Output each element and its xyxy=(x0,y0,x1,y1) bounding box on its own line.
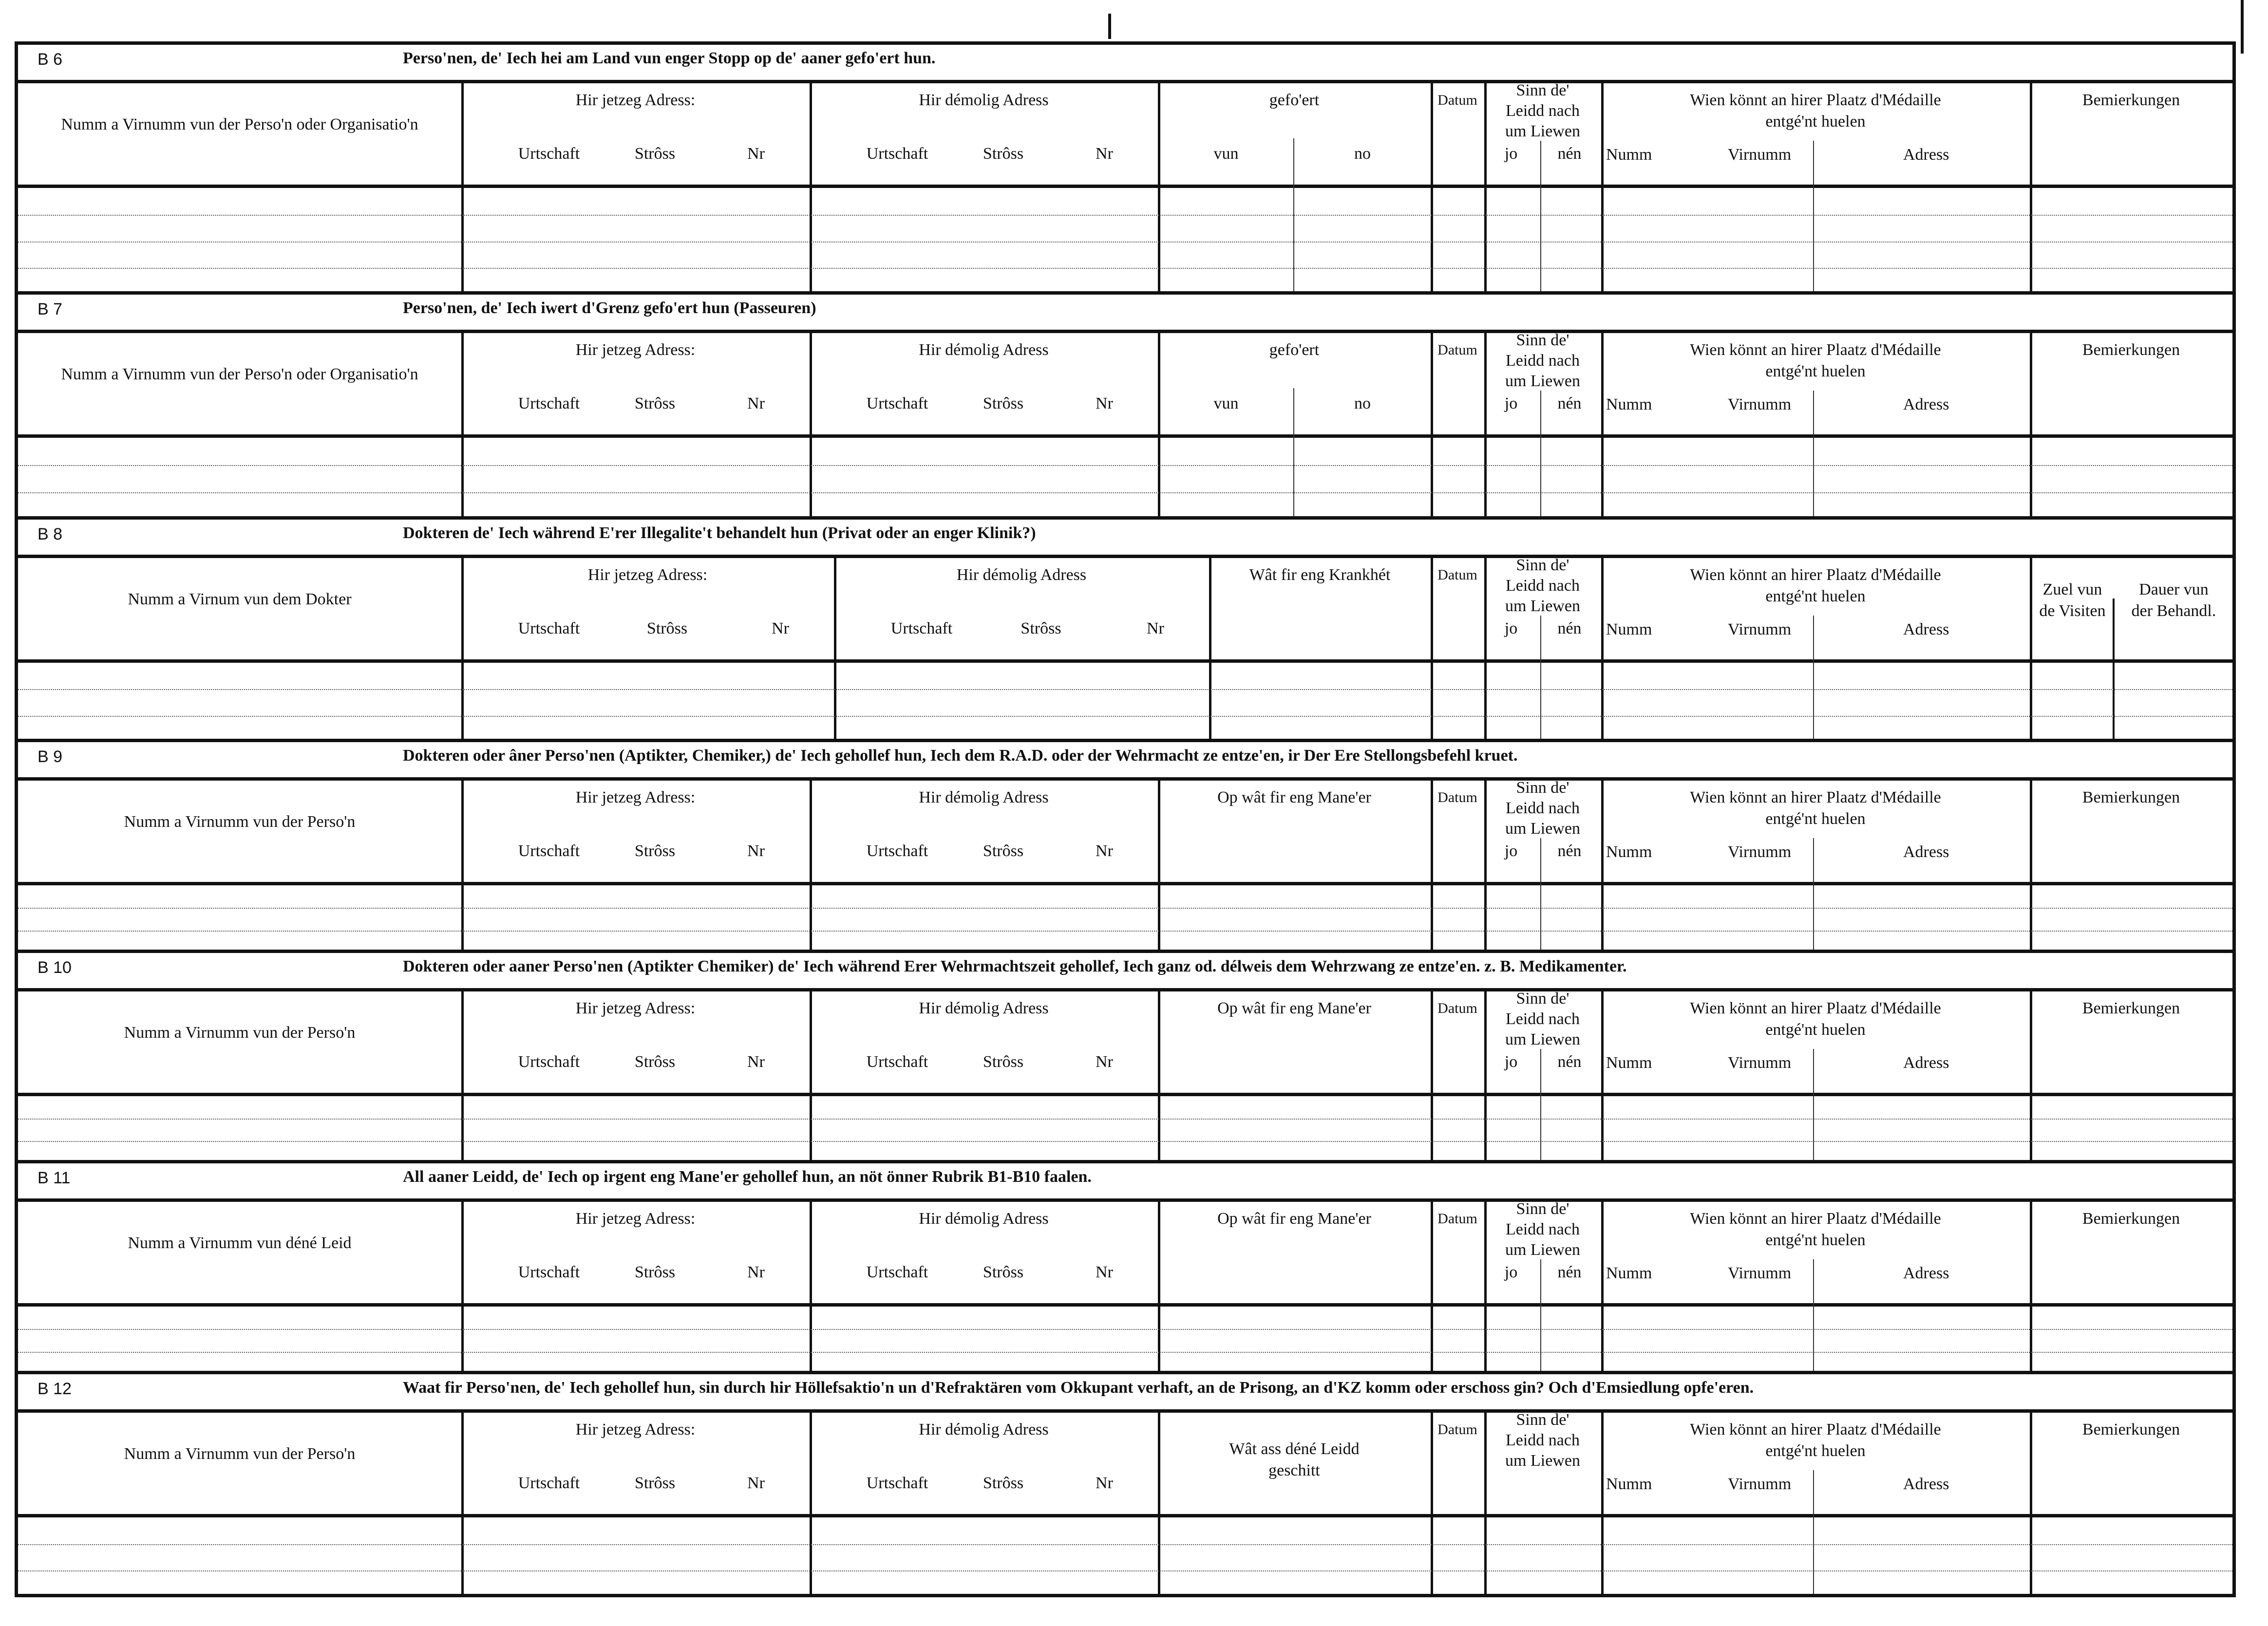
number-header: Nr xyxy=(1096,842,1113,860)
section-header xyxy=(18,1163,2232,1202)
name-column-header: Numm a Virnumm vun déné Leid xyxy=(128,1234,352,1252)
section-bottom-border xyxy=(18,516,2232,520)
street-header: Strôss xyxy=(634,842,676,860)
duration-header-2: der Behandl. xyxy=(2131,602,2216,620)
section-bottom-border xyxy=(18,1371,2232,1374)
medal-address-header: Adress xyxy=(1903,620,1949,638)
section-code: B 11 xyxy=(38,1169,71,1187)
section-header xyxy=(18,953,2232,991)
number-header: Nr xyxy=(747,1053,765,1071)
section-bottom-border xyxy=(18,950,2232,953)
town-header: Urtschaft xyxy=(866,1263,928,1281)
sense-header-2: Leidd nach xyxy=(1506,102,1580,120)
manner-header: Op wât fir eng Mane'er xyxy=(1217,788,1371,806)
town-header: Urtschaft xyxy=(518,145,580,163)
medal-name-header: Numm xyxy=(1606,146,1652,164)
medal-firstname-header: Virnumm xyxy=(1728,843,1792,861)
sense-header-1: Sinn de' xyxy=(1516,779,1569,797)
town-header: Urtschaft xyxy=(518,1053,580,1071)
section-title: All aaner Leidd, de' Iech op irgent eng Mane'er gehollef hun, an nöt önner Rubrik B1-B10 faalen. xyxy=(403,1168,1092,1186)
town-header: Urtschaft xyxy=(866,394,928,412)
number-header: Nr xyxy=(1096,1474,1113,1492)
medal-header-1: Wien könnt an hirer Plaatz d'Médaille xyxy=(1690,91,1941,109)
dotted-entry-line[interactable] xyxy=(18,268,2232,269)
number-header: Nr xyxy=(1147,619,1164,637)
section-bottom-border xyxy=(18,1594,2232,1597)
section-title: Perso'nen, de' Iech hei am Land vun enger Stopp op de' aaner gefo'ert hun. xyxy=(403,49,936,67)
dotted-entry-line[interactable] xyxy=(18,215,2232,216)
date-header: Datum xyxy=(1437,567,1477,583)
dotted-entry-line[interactable] xyxy=(18,1119,2232,1120)
town-header: Urtschaft xyxy=(518,1474,580,1492)
section-bottom-border xyxy=(18,739,2232,742)
medal-address-header: Adress xyxy=(1903,1475,1949,1493)
led-header: gefo'ert xyxy=(1269,91,1320,109)
sense-header-3: um Liewen xyxy=(1505,1241,1580,1259)
former-address-header: Hir démolig Adress xyxy=(919,999,1049,1017)
street-header: Strôss xyxy=(646,619,688,637)
section-code: B 9 xyxy=(38,748,63,766)
medal-firstname-header: Virnumm xyxy=(1728,1264,1792,1282)
number-header: Nr xyxy=(747,1474,765,1492)
section-title: Dokteren oder âner Perso'nen (Aptikter, Chemiker,) de' Iech gehollef hun, Iech dem R.A.D. oder der Wehrmacht ze entze'en, ir Der Ere Stellongsbefehl kruet. xyxy=(403,747,1518,765)
number-header: Nr xyxy=(747,1263,765,1281)
medal-address-header: Adress xyxy=(1903,1054,1949,1072)
street-header: Strôss xyxy=(983,1474,1024,1492)
sense-header-2: Leidd nach xyxy=(1506,577,1580,595)
dotted-entry-line[interactable] xyxy=(18,242,2232,243)
street-header: Strôss xyxy=(983,842,1024,860)
section-title: Dokteren de' Iech während E'rer Illegalite't behandelt hun (Privat oder an enger Klinik?) xyxy=(403,524,1036,542)
street-header: Strôss xyxy=(634,394,676,412)
section-header xyxy=(18,45,2232,83)
column-header-row xyxy=(18,80,2232,188)
led-header: gefo'ert xyxy=(1269,341,1320,359)
section-bottom-border xyxy=(18,291,2232,295)
medal-name-header: Numm xyxy=(1606,1264,1652,1282)
medal-address-header: Adress xyxy=(1903,146,1949,164)
section-title: Perso'nen, de' Iech iwert d'Grenz gefo'ert hun (Passeuren) xyxy=(403,299,816,317)
name-column-header: Numm a Virnumm vun der Perso'n xyxy=(124,1445,356,1463)
no-header: nén xyxy=(1557,1053,1582,1071)
medal-header-1: Wien könnt an hirer Plaatz d'Médaille xyxy=(1690,341,1941,359)
number-header: Nr xyxy=(1096,1053,1113,1071)
name-column-header: Numm a Virnumm vun der Perso'n oder Organisatio'n xyxy=(61,365,418,383)
data-entry-area[interactable] xyxy=(18,1517,2232,1597)
present-address-header: Hir jetzeg Adress: xyxy=(575,1420,696,1439)
dotted-entry-line[interactable] xyxy=(18,908,2232,909)
led-from-header: vun xyxy=(1213,394,1239,412)
sense-header-1: Sinn de' xyxy=(1516,1411,1569,1429)
medal-address-header: Adress xyxy=(1903,1264,1949,1282)
date-header: Datum xyxy=(1437,1000,1477,1016)
section-bottom-border xyxy=(18,1160,2232,1163)
yes-header: jo xyxy=(1504,394,1518,412)
column-header-row xyxy=(18,1198,2232,1307)
remarks-header: Bemierkungen xyxy=(2082,341,2180,359)
medal-firstname-header: Virnumm xyxy=(1728,146,1792,164)
street-header: Strôss xyxy=(634,1053,676,1071)
town-header: Urtschaft xyxy=(518,842,580,860)
section-code: B 8 xyxy=(38,525,63,543)
medal-header-2: entgé'nt huelen xyxy=(1765,1231,1866,1249)
section-header xyxy=(18,295,2232,333)
data-entry-area[interactable] xyxy=(18,438,2232,520)
number-header: Nr xyxy=(747,394,765,412)
former-address-header: Hir démolig Adress xyxy=(919,1210,1049,1228)
medal-firstname-header: Virnumm xyxy=(1728,1475,1792,1493)
medal-firstname-header: Virnumm xyxy=(1728,1054,1792,1072)
former-address-header: Hir démolig Adress xyxy=(919,91,1049,109)
remarks-header: Bemierkungen xyxy=(2082,91,2180,109)
section-title: Dokteren oder aaner Perso'nen (Aptikter Chemiker) de' Iech während Erer Wehrmachtszeit gehollef, Iech ganz od. délweis dem Wehrzwang ze entze'en. z. B. Medikamenter. xyxy=(403,957,1627,975)
sense-header-3: um Liewen xyxy=(1505,1452,1580,1470)
yes-header: jo xyxy=(1504,145,1518,163)
no-header: nén xyxy=(1557,1263,1582,1281)
section-header xyxy=(18,1374,2232,1413)
date-header: Datum xyxy=(1437,1421,1477,1438)
number-header: Nr xyxy=(1096,1263,1113,1281)
remarks-header: Bemierkungen xyxy=(2082,1210,2180,1228)
town-header: Urtschaft xyxy=(866,1474,928,1492)
medal-firstname-header: Virnumm xyxy=(1728,620,1792,638)
medal-name-header: Numm xyxy=(1606,843,1652,861)
section-b7 xyxy=(18,295,2232,520)
column-header-row xyxy=(18,330,2232,438)
section-header xyxy=(18,742,2232,781)
section-header xyxy=(18,520,2232,558)
remarks-header: Bemierkungen xyxy=(2082,999,2180,1017)
manner-header: Op wât fir eng Mane'er xyxy=(1217,1210,1371,1228)
remarks-header: Bemierkungen xyxy=(2082,788,2180,806)
led-from-header: vun xyxy=(1213,145,1239,163)
dotted-entry-line[interactable] xyxy=(18,492,2232,493)
sense-header-1: Sinn de' xyxy=(1516,990,1569,1008)
name-column-header: Numm a Virnumm vun der Perso'n xyxy=(124,1024,356,1042)
medal-name-header: Numm xyxy=(1606,1475,1652,1493)
sense-header-3: um Liewen xyxy=(1505,1030,1580,1048)
sense-header-1: Sinn de' xyxy=(1516,331,1569,349)
sense-header-2: Leidd nach xyxy=(1506,799,1580,817)
present-address-header: Hir jetzeg Adress: xyxy=(575,788,696,806)
medal-name-header: Numm xyxy=(1606,1054,1652,1072)
town-header: Urtschaft xyxy=(866,842,928,860)
date-header: Datum xyxy=(1437,92,1477,108)
present-address-header: Hir jetzeg Adress: xyxy=(575,91,696,109)
section-b10 xyxy=(18,953,2232,1163)
medal-header-1: Wien könnt an hirer Plaatz d'Médaille xyxy=(1690,788,1941,806)
data-entry-area[interactable] xyxy=(18,1096,2232,1163)
section-code: B 10 xyxy=(38,958,72,977)
column-header-row xyxy=(18,555,2232,663)
remarks-header: Bemierkungen xyxy=(2082,1420,2180,1439)
street-header: Strôss xyxy=(1021,619,1061,637)
data-entry-area[interactable] xyxy=(18,663,2232,742)
medal-header-2: entgé'nt huelen xyxy=(1765,587,1866,605)
dotted-entry-line[interactable] xyxy=(18,1141,2232,1142)
section-code: B 6 xyxy=(38,50,63,69)
sense-header-3: um Liewen xyxy=(1505,597,1580,615)
sense-header-2: Leidd nach xyxy=(1506,352,1580,370)
sense-header-2: Leidd nach xyxy=(1506,1010,1580,1028)
dotted-entry-line[interactable] xyxy=(18,716,2232,717)
town-header: Urtschaft xyxy=(890,619,953,637)
medal-header-1: Wien könnt an hirer Plaatz d'Médaille xyxy=(1690,566,1941,584)
top-tick-mark-2 xyxy=(2241,0,2244,54)
name-column-header: Numm a Virnumm vun der Perso'n xyxy=(124,813,356,831)
what-happened-header: Wât ass déné Leidd xyxy=(1229,1440,1360,1458)
no-header: nén xyxy=(1557,619,1582,637)
town-header: Urtschaft xyxy=(518,619,580,637)
present-address-header: Hir jetzeg Adress: xyxy=(575,341,696,359)
name-column-header: Numm a Virnum vun dem Dokter xyxy=(128,590,352,608)
duration-header-1: Dauer vun xyxy=(2139,580,2209,598)
medal-header-2: entgé'nt huelen xyxy=(1765,810,1866,828)
sense-header-3: um Liewen xyxy=(1505,820,1580,838)
data-entry-area[interactable] xyxy=(18,1307,2232,1374)
medal-header-2: entgé'nt huelen xyxy=(1765,1021,1866,1039)
number-header: Nr xyxy=(747,842,765,860)
former-address-header: Hir démolig Adress xyxy=(919,341,1049,359)
medal-address-header: Adress xyxy=(1903,843,1949,861)
present-address-header: Hir jetzeg Adress: xyxy=(575,999,696,1017)
street-header: Strôss xyxy=(983,1263,1024,1281)
town-header: Urtschaft xyxy=(518,1263,580,1281)
medal-header-1: Wien könnt an hirer Plaatz d'Médaille xyxy=(1690,1210,1941,1228)
number-header: Nr xyxy=(772,619,789,637)
dotted-entry-line[interactable] xyxy=(18,931,2232,932)
medal-header-2: entgé'nt huelen xyxy=(1765,1442,1866,1460)
yes-header: jo xyxy=(1504,1263,1518,1281)
sense-header-1: Sinn de' xyxy=(1516,556,1569,574)
date-header: Datum xyxy=(1437,789,1477,805)
section-b11 xyxy=(18,1163,2232,1374)
street-header: Strôss xyxy=(634,1263,676,1281)
medal-name-header: Numm xyxy=(1606,395,1652,413)
refugee-help-form xyxy=(15,41,2236,1597)
section-title: Waat fir Perso'nen, de' Iech gehollef hun, sin durch hir Höllefsaktio'n un d'Refraktären vom Okkupant verhaft, an de Prisong, an d'KZ komm oder erschoss gin? Och d'Emsiedlung opfe'eren. xyxy=(403,1379,1754,1397)
sense-header-3: um Liewen xyxy=(1505,372,1580,390)
street-header: Strôss xyxy=(634,1474,676,1492)
number-header: Nr xyxy=(1096,394,1113,412)
led-to-header: no xyxy=(1354,145,1371,163)
yes-header: jo xyxy=(1504,842,1518,860)
date-header: Datum xyxy=(1437,1211,1477,1227)
former-address-header: Hir démolig Adress xyxy=(919,788,1049,806)
dotted-entry-line[interactable] xyxy=(18,1329,2232,1330)
sense-header-2: Leidd nach xyxy=(1506,1431,1580,1449)
what-happened-header-2: geschitt xyxy=(1268,1461,1320,1479)
section-code: B 7 xyxy=(38,300,63,318)
visits-header-2: de Visiten xyxy=(2039,602,2106,620)
dotted-entry-line[interactable] xyxy=(18,1352,2232,1353)
dotted-entry-line[interactable] xyxy=(18,1544,2232,1545)
medal-header-1: Wien könnt an hirer Plaatz d'Médaille xyxy=(1690,1420,1941,1439)
no-header: nén xyxy=(1557,842,1582,860)
illness-header: Wât fir eng Krankhét xyxy=(1249,566,1391,584)
led-to-header: no xyxy=(1354,394,1371,412)
dotted-entry-line[interactable] xyxy=(18,465,2232,466)
no-header: nén xyxy=(1557,145,1582,163)
street-header: Strôss xyxy=(983,1053,1024,1071)
top-tick-mark-1 xyxy=(1108,14,1111,39)
section-code: B 12 xyxy=(38,1380,72,1398)
dotted-entry-line[interactable] xyxy=(18,689,2232,690)
column-header-row xyxy=(18,1409,2232,1517)
medal-name-header: Numm xyxy=(1606,620,1652,638)
section-b12 xyxy=(18,1374,2232,1597)
section-b6 xyxy=(18,45,2232,295)
street-header: Strôss xyxy=(634,145,676,163)
no-header: nén xyxy=(1557,394,1582,412)
former-address-header: Hir démolig Adress xyxy=(919,1420,1049,1439)
present-address-header: Hir jetzeg Adress: xyxy=(587,566,708,584)
visits-header-1: Zuel vun xyxy=(2042,580,2102,598)
yes-header: jo xyxy=(1504,1053,1518,1071)
medal-header-2: entgé'nt huelen xyxy=(1765,362,1866,380)
section-b8 xyxy=(18,520,2232,742)
number-header: Nr xyxy=(747,145,765,163)
dotted-entry-line[interactable] xyxy=(18,1570,2232,1571)
sense-header-2: Leidd nach xyxy=(1506,1220,1580,1238)
medal-address-header: Adress xyxy=(1903,395,1949,413)
manner-header: Op wât fir eng Mane'er xyxy=(1217,999,1371,1017)
medal-firstname-header: Virnumm xyxy=(1728,395,1792,413)
street-header: Strôss xyxy=(983,145,1024,163)
name-column-header: Numm a Virnumm vun der Perso'n oder Organisatio'n xyxy=(61,115,418,133)
data-entry-area[interactable] xyxy=(18,885,2232,953)
medal-header-2: entgé'nt huelen xyxy=(1765,112,1866,131)
column-header-row xyxy=(18,777,2232,885)
sense-header-3: um Liewen xyxy=(1505,122,1580,140)
sense-header-1: Sinn de' xyxy=(1516,81,1569,99)
medal-header-1: Wien könnt an hirer Plaatz d'Médaille xyxy=(1690,999,1941,1017)
present-address-header: Hir jetzeg Adress: xyxy=(575,1210,696,1228)
yes-header: jo xyxy=(1504,619,1518,637)
data-entry-area[interactable] xyxy=(18,188,2232,295)
town-header: Urtschaft xyxy=(866,145,928,163)
sense-header-1: Sinn de' xyxy=(1516,1200,1569,1218)
town-header: Urtschaft xyxy=(518,394,580,412)
town-header: Urtschaft xyxy=(866,1053,928,1071)
column-header-row xyxy=(18,988,2232,1096)
former-address-header: Hir démolig Adress xyxy=(956,566,1087,584)
section-b9 xyxy=(18,742,2232,953)
number-header: Nr xyxy=(1096,145,1113,163)
street-header: Strôss xyxy=(983,394,1024,412)
date-header: Datum xyxy=(1437,342,1477,358)
